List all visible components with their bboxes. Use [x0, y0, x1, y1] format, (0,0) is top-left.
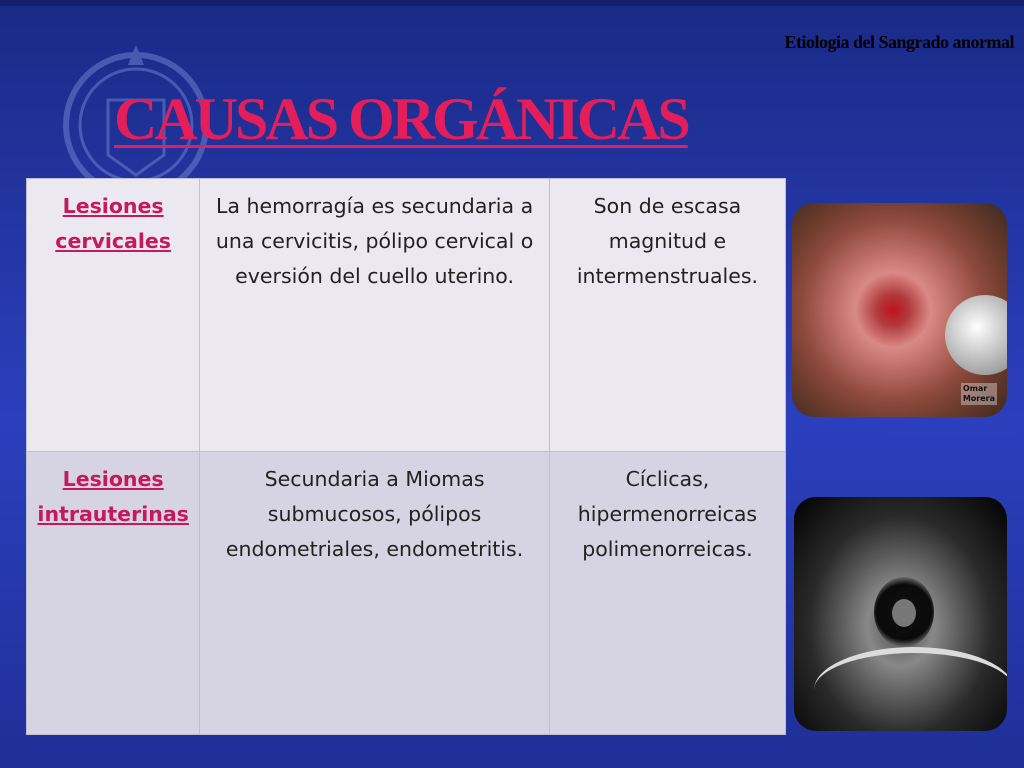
photo-credit-line: Morera	[962, 394, 995, 403]
cause-link-intrauterine[interactable]: Lesiones intrauterinas	[37, 467, 189, 526]
slide-subtitle: Etiologia del Sangrado anormal	[784, 32, 1014, 52]
cervix-photo	[792, 203, 1007, 417]
causes-table	[26, 178, 786, 735]
top-border	[0, 0, 1024, 6]
cause-cell[interactable]	[27, 179, 200, 452]
description-cell: La hemorragía es secundaria a una cervicitis, pólipo cervical o eversión del cuello uterino.	[200, 179, 550, 452]
table-row	[27, 179, 786, 452]
photo-credit	[961, 383, 997, 405]
speculum-shape	[945, 295, 1007, 375]
cause-link-cervical[interactable]: Lesiones cervicales	[55, 194, 171, 253]
cause-cell[interactable]	[27, 452, 200, 735]
ultrasound-image	[794, 497, 1007, 731]
characteristics-cell: Son de escasa magnitud e intermenstruales.	[549, 179, 785, 452]
embryo-shape	[892, 599, 916, 627]
slide-title: CAUSAS ORGÁNICAS	[114, 86, 688, 152]
ultrasound-arc	[814, 647, 1007, 731]
table-row	[27, 452, 786, 735]
photo-credit-line: Omar	[962, 384, 988, 393]
characteristics-cell: Cíclicas, hipermenorreicas polimenorreicas.	[549, 452, 785, 735]
description-cell: Secundaria a Miomas submucosos, pólipos endometriales, endometritis.	[200, 452, 550, 735]
